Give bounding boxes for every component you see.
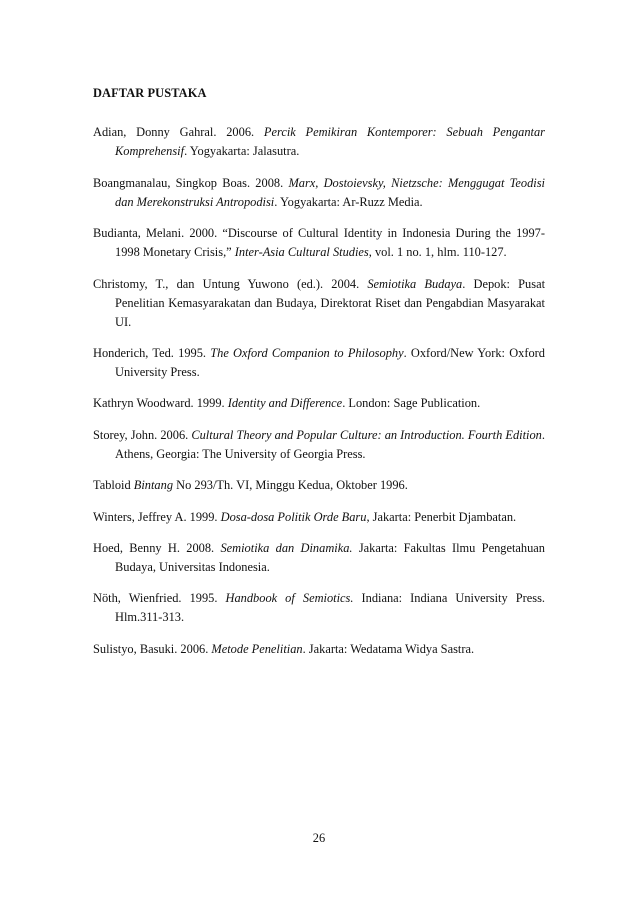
entry-title: Bintang bbox=[133, 478, 174, 493]
bibliography-entry bbox=[93, 344, 545, 382]
entry-text: . Depok: Pusat Penelitian Kemasyarakatan dan Budaya, Direktorat Riset dan Pengabdian Masyarakat UI. bbox=[115, 276, 546, 329]
bibliography-entry bbox=[93, 224, 545, 262]
entry-text: Boangmanalau, Singkop Boas. 2008. bbox=[93, 175, 289, 190]
entry-title: Dosa-dosa Politik Orde Baru bbox=[220, 509, 367, 524]
bibliography-entry bbox=[93, 640, 545, 659]
entry-text: No 293/Th. VI, Minggu Kedua, Oktober 1996. bbox=[173, 478, 408, 493]
page-number: 26 bbox=[312, 831, 326, 845]
entry-text: , vol. 1 no. 1, hlm. 110-127. bbox=[368, 245, 507, 260]
entry-text: Storey, John. 2006. bbox=[93, 427, 192, 442]
entry-title: Percik Pemikiran Kontemporer: Sebuah Pengantar Komprehensif bbox=[115, 125, 545, 159]
bibliography-entry bbox=[93, 123, 545, 161]
entry-title: Semiotika Budaya bbox=[367, 276, 463, 291]
bibliography-list bbox=[93, 111, 545, 668]
entry-title: Handbook of Semiotics. bbox=[225, 591, 354, 606]
entry-text: , Jakarta: Penerbit Djambatan. bbox=[366, 509, 517, 524]
bibliography-entry bbox=[93, 508, 545, 527]
entry-text: Budianta, Melani. 2000. “Discourse of Cultural Identity in Indonesia During the 1997-1998 Monetary Crisis,” bbox=[93, 226, 545, 260]
entry-text: . Jakarta: Wedatama Widya Sastra. bbox=[302, 641, 475, 656]
entry-text: . Athens, Georgia: The University of Georgia Press. bbox=[115, 427, 545, 461]
entry-text: . London: Sage Publication. bbox=[342, 396, 481, 411]
entry-text: Kathryn Woodward. 1999. bbox=[93, 396, 228, 411]
entry-title: Identity and Difference bbox=[227, 396, 343, 411]
entry-title: Marx, Dostoievsky, Nietzsche: Menggugat Teodisi dan Merekonstruksi Antropodisi bbox=[115, 175, 545, 209]
entry-title: Cultural Theory and Popular Culture: an Introduction. Fourth Edition bbox=[191, 427, 542, 442]
entry-text: Indiana: Indiana University Press. Hlm.311-313. bbox=[115, 591, 545, 625]
entry-title: Semiotika dan Dinamika. bbox=[220, 540, 353, 555]
entry-text: Christomy, T., dan Untung Yuwono (ed.). 2004. bbox=[93, 276, 368, 291]
bibliography-entry bbox=[93, 394, 545, 413]
bibliography-entry bbox=[93, 589, 545, 627]
entry-text: Honderich, Ted. 1995. bbox=[93, 345, 211, 360]
entry-text: . Yogyakarta: Ar-Ruzz Media. bbox=[274, 194, 423, 209]
section-heading: DAFTAR PUSTAKA bbox=[93, 86, 207, 100]
bibliography-entry bbox=[93, 275, 545, 332]
entry-text: Tabloid bbox=[93, 478, 134, 493]
entry-text: Nöth, Wienfried. 1995. bbox=[93, 591, 226, 606]
entry-text: Adian, Donny Gahral. 2006. bbox=[93, 125, 264, 140]
entry-text: Sulistyo, Basuki. 2006. bbox=[93, 641, 212, 656]
bibliography-entry bbox=[93, 174, 545, 212]
entry-title: Metode Penelitian bbox=[211, 641, 303, 656]
entry-text: Hoed, Benny H. 2008. bbox=[93, 540, 221, 555]
entry-text: Jakarta: Fakultas Ilmu Pengetahuan Budaya, Universitas Indonesia. bbox=[115, 540, 545, 574]
entry-title: The Oxford Companion to Philosophy bbox=[210, 345, 404, 360]
entry-text: Winters, Jeffrey A. 1999. bbox=[93, 509, 221, 524]
bibliography-entry bbox=[93, 426, 545, 464]
entry-title: Inter-Asia Cultural Studies bbox=[234, 245, 369, 260]
bibliography-entry bbox=[93, 476, 545, 495]
entry-text: . Yogyakarta: Jalasutra. bbox=[184, 144, 300, 159]
entry-text: . Oxford/New York: Oxford University Press. bbox=[115, 345, 545, 379]
bibliography-entry bbox=[93, 539, 545, 577]
